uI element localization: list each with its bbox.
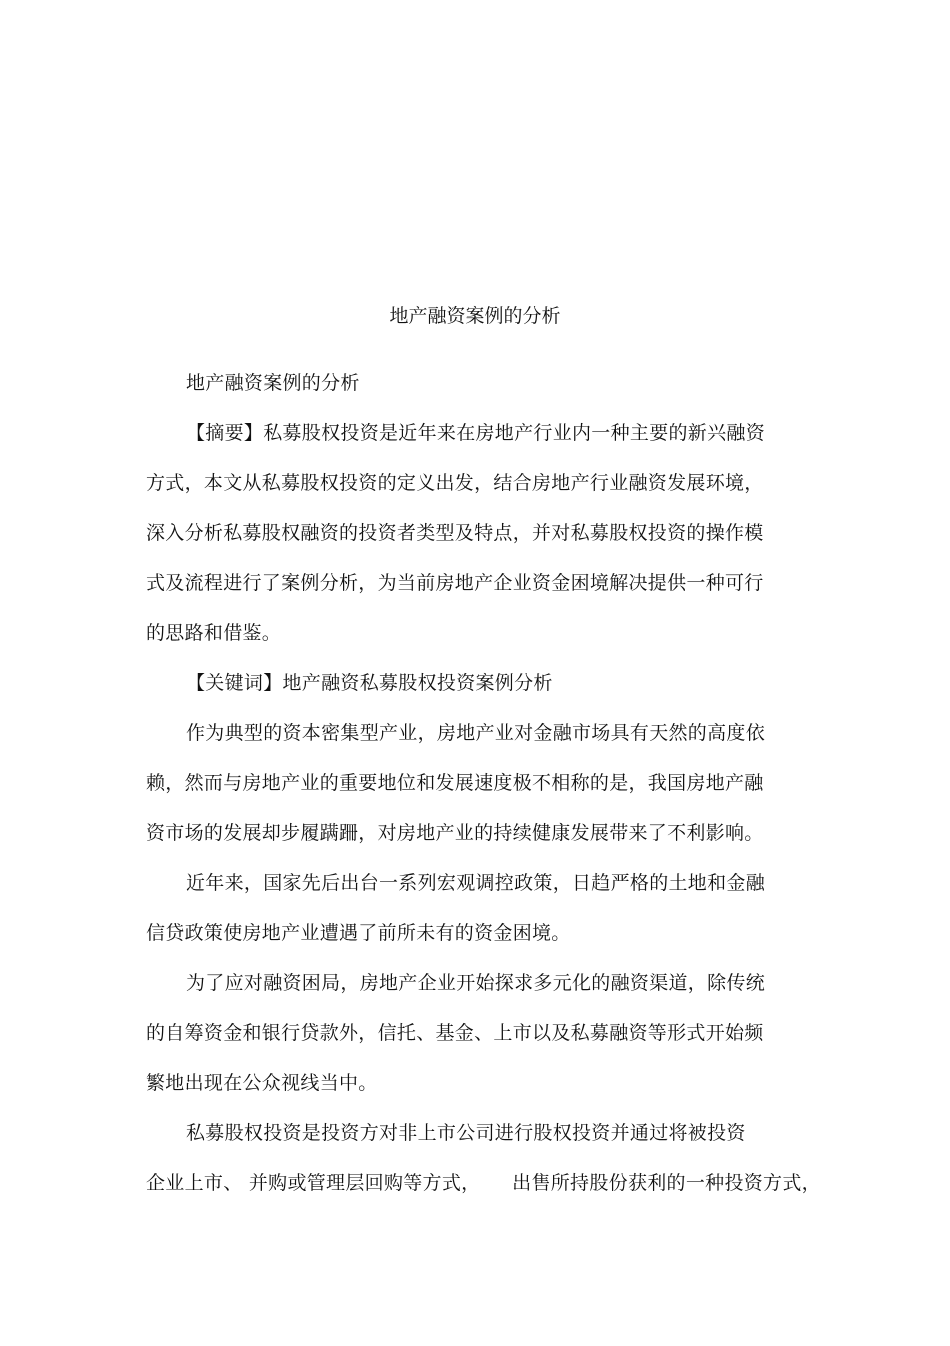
abstract-line: 的思路和借鉴。	[146, 622, 282, 644]
paragraph-line: 企业上市、 并购或管理层回购等方式， 出售所持股份获利的一种投资方式，	[146, 1172, 821, 1194]
paragraph-line: 信贷政策使房地产业遭遇了前所未有的资金困境。	[146, 922, 571, 944]
paragraph-line: 繁地出现在公众视线当中。	[146, 1072, 378, 1094]
keywords-line: 【关键词】地产融资私募股权投资案例分析	[186, 672, 553, 694]
paragraph-line: 近年来，国家先后出台一系列宏观调控政策，日趋严格的土地和金融	[186, 872, 766, 894]
paragraph-line: 的自筹资金和银行贷款外，信托、基金、上市以及私募融资等形式开始频	[146, 1022, 764, 1044]
abstract-line: 式及流程进行了案例分析，为当前房地产企业资金困境解决提供一种可行	[146, 572, 764, 594]
abstract-line: 方式，本文从私募股权投资的定义出发，结合房地产行业融资发展环境，	[146, 472, 764, 494]
paragraph-line: 私募股权投资是投资方对非上市公司进行股权投资并通过将被投资	[186, 1122, 746, 1144]
paragraph-line: 为了应对融资困局，房地产企业开始探求多元化的融资渠道，除传统	[186, 972, 766, 994]
subtitle-line: 地产融资案例的分析	[186, 372, 360, 394]
paragraph-line: 作为典型的资本密集型产业，房地产业对金融市场具有天然的高度依	[186, 722, 766, 744]
abstract-line: 深入分析私募股权融资的投资者类型及特点，并对私募股权投资的操作模	[146, 522, 764, 544]
paragraph-line: 赖，然而与房地产业的重要地位和发展速度极不相称的是，我国房地产融	[146, 772, 764, 794]
abstract-line: 【摘要】私募股权投资是近年来在房地产行业内一种主要的新兴融资	[186, 422, 766, 444]
document-title: 地产融资案例的分析	[389, 305, 561, 327]
paragraph-line: 资市场的发展却步履蹒跚，对房地产业的持续健康发展带来了不利影响。	[146, 822, 764, 844]
